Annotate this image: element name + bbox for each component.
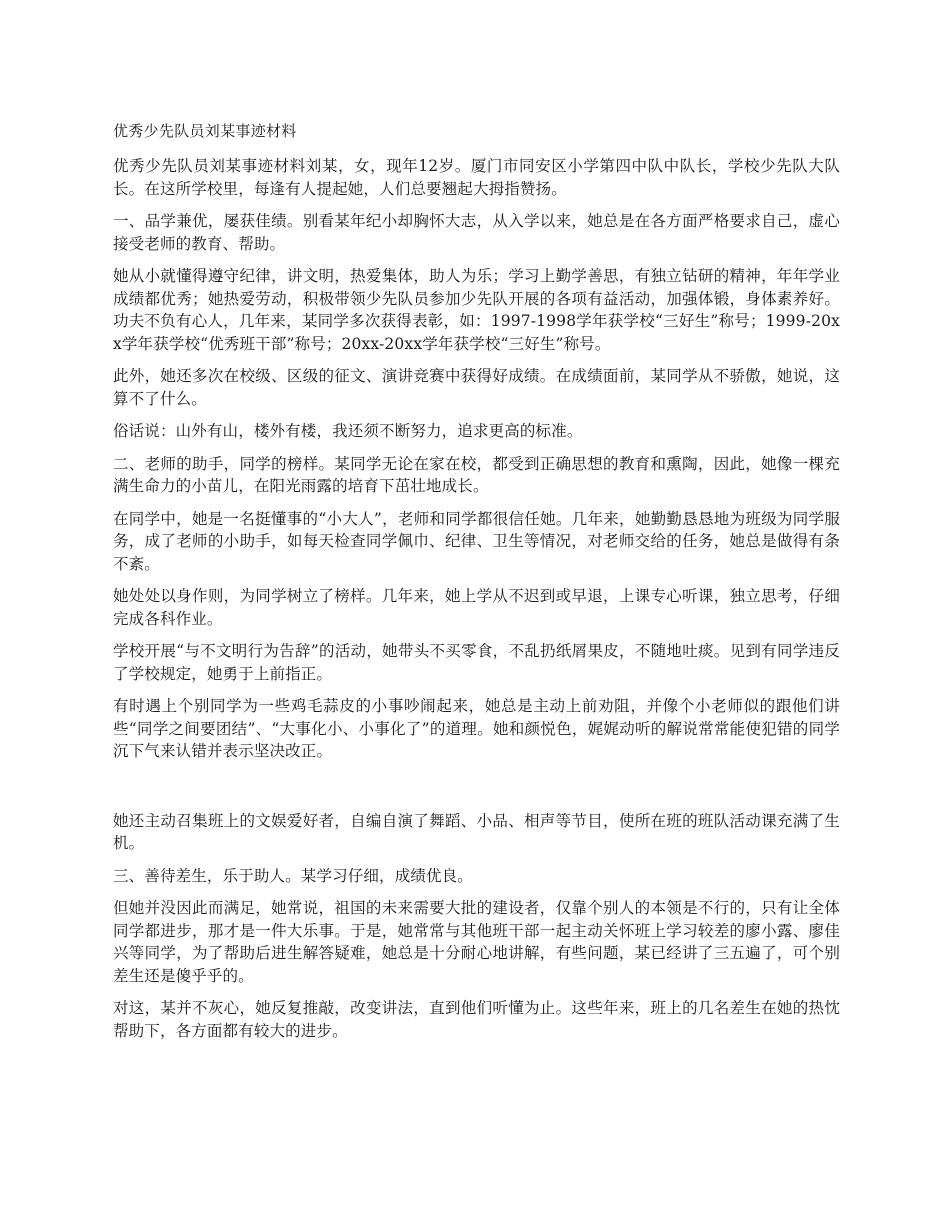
paragraph-mediation: 有时遇上个别同学为一些鸡毛蒜皮的小事吵闹起来，她总是主动上前劝阻，并像个小老师似的跟他们讲些“同学之间要团结”、“大事化小、小事化了”的道理。她和颜悦色，娓娓动听的解说常常能使犯错的同学沉下气来认错并表示坚决改正。 (113, 697, 840, 760)
paragraph-section-two-heading: 二、老师的助手，同学的榜样。某同学无论在家在校，都受到正确思想的教育和熏陶，因此，她像一棵充满生命力的小苗儿，在阳光雨露的培育下茁壮地成长。 (113, 454, 840, 495)
paragraph-section-three-heading: 三、善待差生，乐于助人。某学习仔细，成绩优良。 (113, 866, 473, 885)
document-page (113, 121, 840, 1052)
document-title: 优秀少先队员刘某事迹材料 (113, 122, 297, 140)
paragraph-persistence: 对这，某并不灰心，她反复推敲，改变讲法，直到他们听懂为止。这些年来，班上的几名差生在她的热忱帮助下，各方面都有较大的进步。 (113, 999, 840, 1040)
paragraph-civility-campaign: 学校开展“与不文明行为告辞”的活动，她带头不买零食，不乱扔纸屑果皮，不随地吐痰。见到有同学违反了学校规定，她勇于上前指正。 (113, 642, 840, 683)
paragraph-section-one-heading: 一、品学兼优，屡获佳绩。别看某年纪小却胸怀大志，从入学以来，她总是在各方面严格要求自己，虚心接受老师的教育、帮助。 (113, 212, 840, 253)
paragraph-intro: 优秀少先队员刘某事迹材料刘某，女，现年12岁。厦门市同安区小学第四中队中队长，学校少先队大队长。在这所学校里，每逢有人提起她，人们总要翘起大拇指赞扬。 (113, 157, 840, 198)
paragraph-helping-others: 但她并没因此而满足，她常说，祖国的未来需要大批的建设者，仅靠个别人的本领是不行的，只有让全体同学都进步，那才是一件大乐事。于是，她常常与其他班干部一起主动关怀班上学习较差的廖小露、廖佳兴等同学，为了帮助后进生解答疑难，她总是十分耐心地讲解，有些问题，某已经讲了三五遍了，可个别差生还是傻乎乎的。 (113, 899, 840, 985)
paragraph-entertainment: 她还主动召集班上的文娱爱好者，自编自演了舞蹈、小品、相声等节目，使所在班的班队活动课充满了生机。 (113, 811, 840, 852)
paragraph-proverb: 俗话说：山外有山，楼外有楼，我还须不断努力，追求更高的标准。 (113, 422, 583, 440)
paragraph-role-model: 她处处以身作则，为同学树立了榜样。几年来，她上学从不迟到或早退，上课专心听课，独立思考，仔细完成各科作业。 (113, 587, 840, 628)
paragraph-little-adult: 在同学中，她是一名挺懂事的“小大人”，老师和同学都很信任她。几年来，她勤勤恳恳地为班级为同学服务，成了老师的小助手，如每天检查同学佩巾、纪律、卫生等情况，对老师交给的任务，她总是做得有条不紊。 (113, 509, 840, 573)
paragraph-discipline-awards: 她从小就懂得遵守纪律，讲文明，热爱集体，助人为乐；学习上勤学善思，有独立钻研的精神，年年学业成绩都优秀；她热爱劳动，积极带领少先队员参加少先队开展的各项有益活动，加强体锻，身体素养好。功夫不负有心人，几年来，某同学多次获得表彰，如：1997-1998学年获学校“三好生”称号；1999-20xx学年获学校“优秀班干部”称号；20xx-20xx学年获学校“三好生”称号。 (113, 267, 840, 353)
paragraph-competitions: 此外，她还多次在校级、区级的征文、演讲竞赛中获得好成绩。在成绩面前，某同学从不骄傲，她说，这算不了什么。 (113, 367, 840, 408)
paragraph-gap (113, 773, 840, 810)
